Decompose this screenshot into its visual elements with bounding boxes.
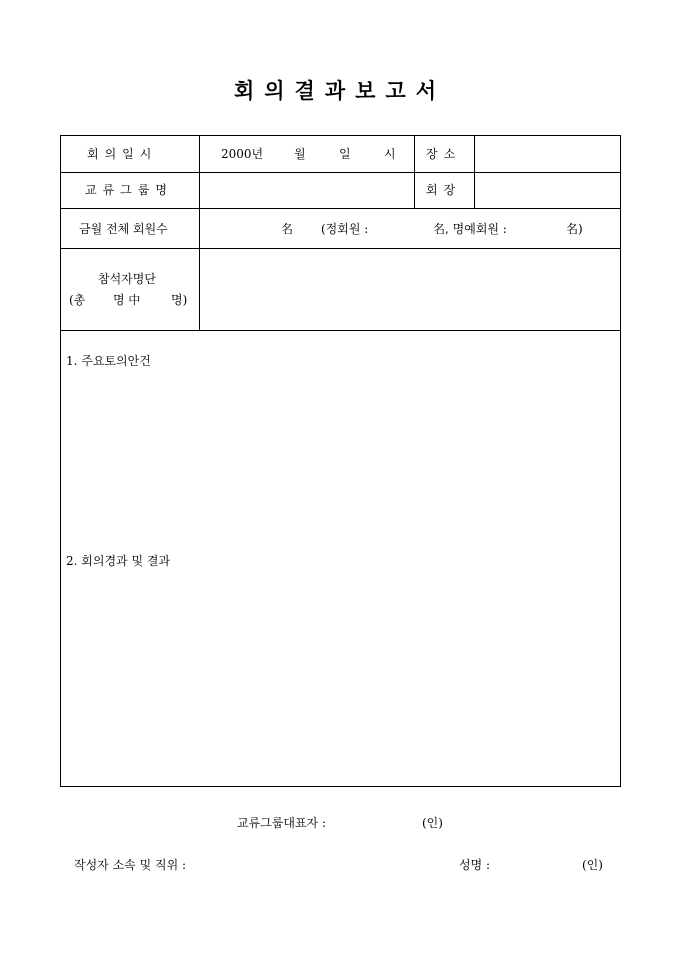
- representative-seal: (인): [422, 816, 443, 830]
- place-label: 장소: [426, 147, 462, 161]
- column-divider: [199, 136, 200, 330]
- results-field[interactable]: [66, 573, 614, 778]
- members-end: 名): [566, 222, 583, 236]
- row-divider: [61, 330, 620, 331]
- chair-label: 회장: [426, 183, 462, 197]
- row-divider: [61, 208, 620, 209]
- representative-label: 교류그룹대표자 :: [237, 816, 327, 830]
- writer-position-label: 작성자 소속 및 직위 :: [74, 858, 187, 872]
- document-title: 회의결과보고서: [233, 78, 446, 103]
- chair-field[interactable]: [481, 180, 613, 200]
- writer-seal: (인): [582, 858, 603, 872]
- date-label: 회의일시: [87, 147, 158, 161]
- place-field[interactable]: [481, 144, 613, 164]
- honorary-members-label: 名, 명예회원 :: [433, 222, 507, 236]
- attendees-middle: 명 中: [113, 293, 141, 307]
- attendees-total-open: (총: [69, 293, 86, 307]
- attendees-label: 참석자명단: [98, 272, 156, 286]
- results-heading: 2. 회의경과 및 결과: [66, 554, 171, 568]
- agenda-field[interactable]: [66, 373, 614, 543]
- column-divider: [474, 136, 475, 208]
- row-divider: [61, 248, 620, 249]
- regular-members-label: (정회원 :: [321, 222, 369, 236]
- group-name-field[interactable]: [206, 180, 406, 200]
- month-label: 월: [294, 147, 306, 161]
- date-year[interactable]: 2000년: [221, 147, 264, 161]
- column-divider: [414, 136, 415, 208]
- day-label: 일: [339, 147, 351, 161]
- row-divider: [61, 172, 620, 173]
- report-form: [60, 135, 621, 787]
- writer-name-label: 성명 :: [459, 858, 491, 872]
- group-name-label: 교류그룹명: [85, 183, 173, 197]
- attendees-field[interactable]: [206, 256, 611, 322]
- attendees-total-close: 명): [171, 293, 188, 307]
- hour-label: 시: [384, 147, 396, 161]
- agenda-heading: 1. 주요토의안건: [66, 354, 151, 368]
- members-unit: 名: [281, 222, 294, 236]
- members-label: 금월 전체 회원수: [79, 222, 168, 236]
